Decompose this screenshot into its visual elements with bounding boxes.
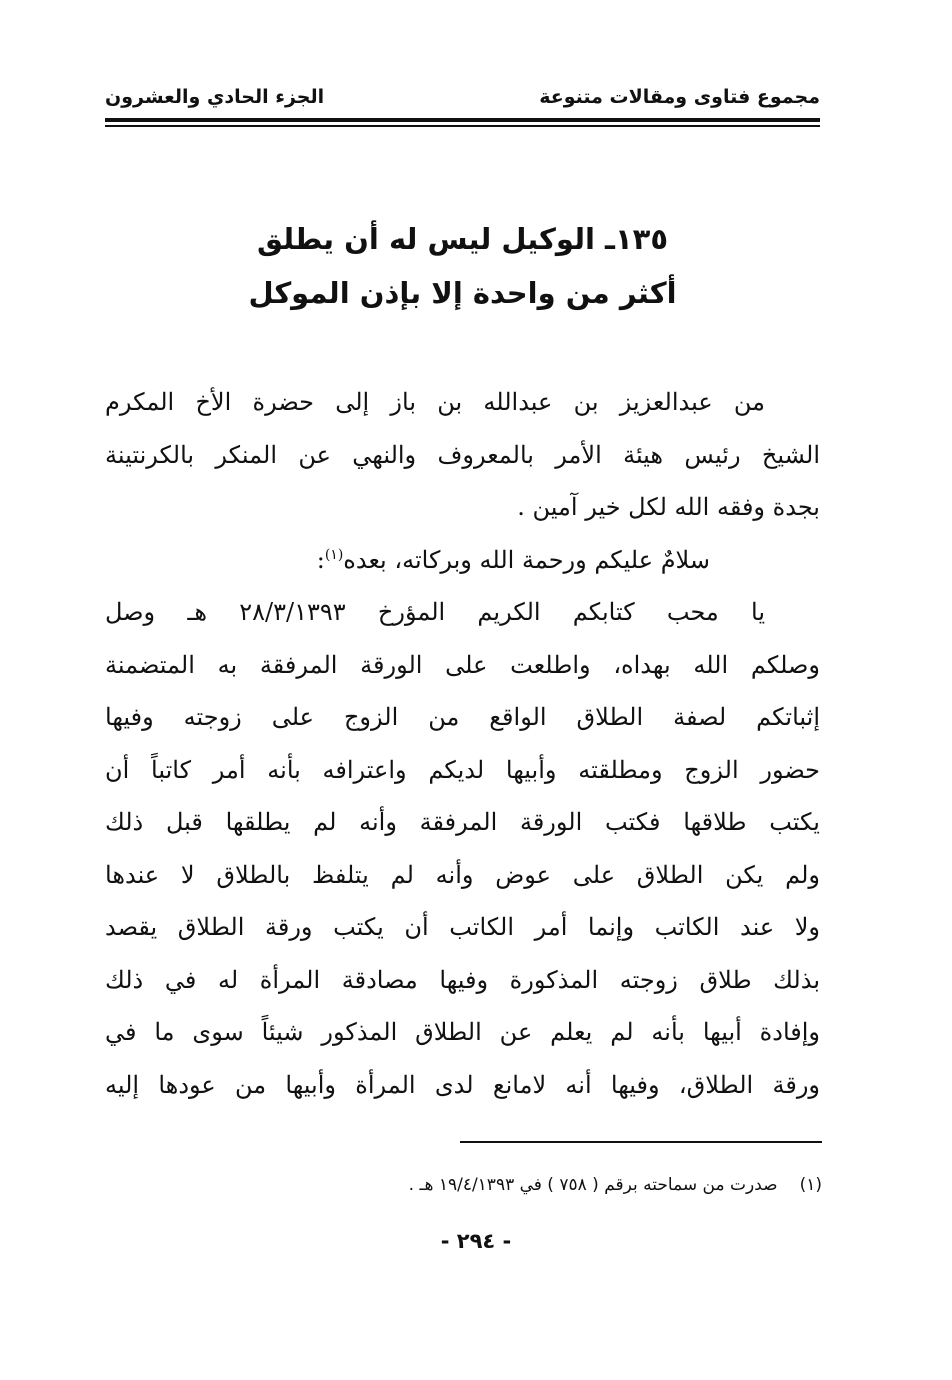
body-line: بجدة وفقه الله لكل خير آمين . bbox=[517, 493, 820, 521]
body-line: ولا عند الكاتب وإنما أمر الكاتب أن يكتب ورقة الطلاق يقصد bbox=[105, 913, 820, 941]
body-line: ولم يكن الطلاق على عوض وأنه لم يتلفظ بالطلاق لا عندها bbox=[105, 860, 820, 889]
fatwa-title bbox=[105, 212, 820, 320]
opening-paragraph bbox=[105, 376, 820, 534]
header-rule-thick bbox=[105, 118, 820, 122]
running-header bbox=[105, 82, 820, 112]
footnote bbox=[222, 1170, 822, 1200]
header-rule-thin bbox=[105, 125, 820, 127]
body-text bbox=[105, 376, 820, 1111]
footnote-marker: (١) bbox=[324, 546, 344, 563]
body-line: وصلكم الله بهداه، واطلعت على الورقة المرفقة به المتضمنة bbox=[105, 650, 820, 679]
footnote-number: (١) bbox=[799, 1175, 822, 1195]
title-line-1: ١٣٥ـ الوكيل ليس له أن يطلق bbox=[256, 222, 669, 256]
body-line: ورقة الطلاق، وفيها أنه لامانع لدى المرأة وأبيها من عودها إليه bbox=[105, 1070, 821, 1099]
body-line: يا محب كتابكم الكريم المؤرخ ٢٨/٣/١٣٩٣ هـ وصل bbox=[105, 598, 765, 626]
body-line: حضور الزوج ومطلقته وأبيها لديكم واعترافه بأنه أمر كاتباً أن bbox=[105, 755, 820, 784]
body-line: بذلك طلاق زوجته المذكورة وفيها مصادقة المرأة له في ذلك bbox=[105, 965, 820, 994]
body-line: يكتب طلاقها فكتب الورقة المرفقة وأنه لم يطلقها قبل ذلك bbox=[105, 808, 820, 836]
greeting-end: : bbox=[316, 545, 325, 574]
greeting-text: سلامٌ عليكم ورحمة الله وبركاته، بعده bbox=[343, 545, 710, 574]
header-volume-title: الجزء الحادي والعشرون bbox=[105, 86, 325, 108]
page-number: - ٢٩٤ - bbox=[440, 1229, 512, 1253]
body-line: من عبدالعزيز بن عبدالله بن باز إلى حضرة الأخ المكرم bbox=[105, 388, 765, 416]
body-line: وإفادة أبيها بأنه لم يعلم عن الطلاق المذكور شيئاً سوى ما في bbox=[105, 1018, 820, 1046]
body-line: الشيخ رئيس هيئة الأمر بالمعروف والنهي عن المنكر بالكرنتينة bbox=[105, 440, 820, 469]
header-book-title: مجموع فتاوى ومقالات متنوعة bbox=[539, 86, 820, 108]
main-paragraph bbox=[105, 586, 820, 1111]
footnote-separator bbox=[460, 1141, 822, 1143]
title-line-2: أكثر من واحدة إلا بإذن الموكل bbox=[248, 276, 677, 310]
body-line: إثباتكم لصفة الطلاق الواقع من الزوج على زوجته وفيها bbox=[105, 703, 820, 731]
greeting-paragraph bbox=[105, 534, 820, 587]
footnote-text: صدرت من سماحته برقم ( ٧٥٨ ) في ١٩/٤/١٣٩٣ هـ . bbox=[408, 1175, 778, 1195]
